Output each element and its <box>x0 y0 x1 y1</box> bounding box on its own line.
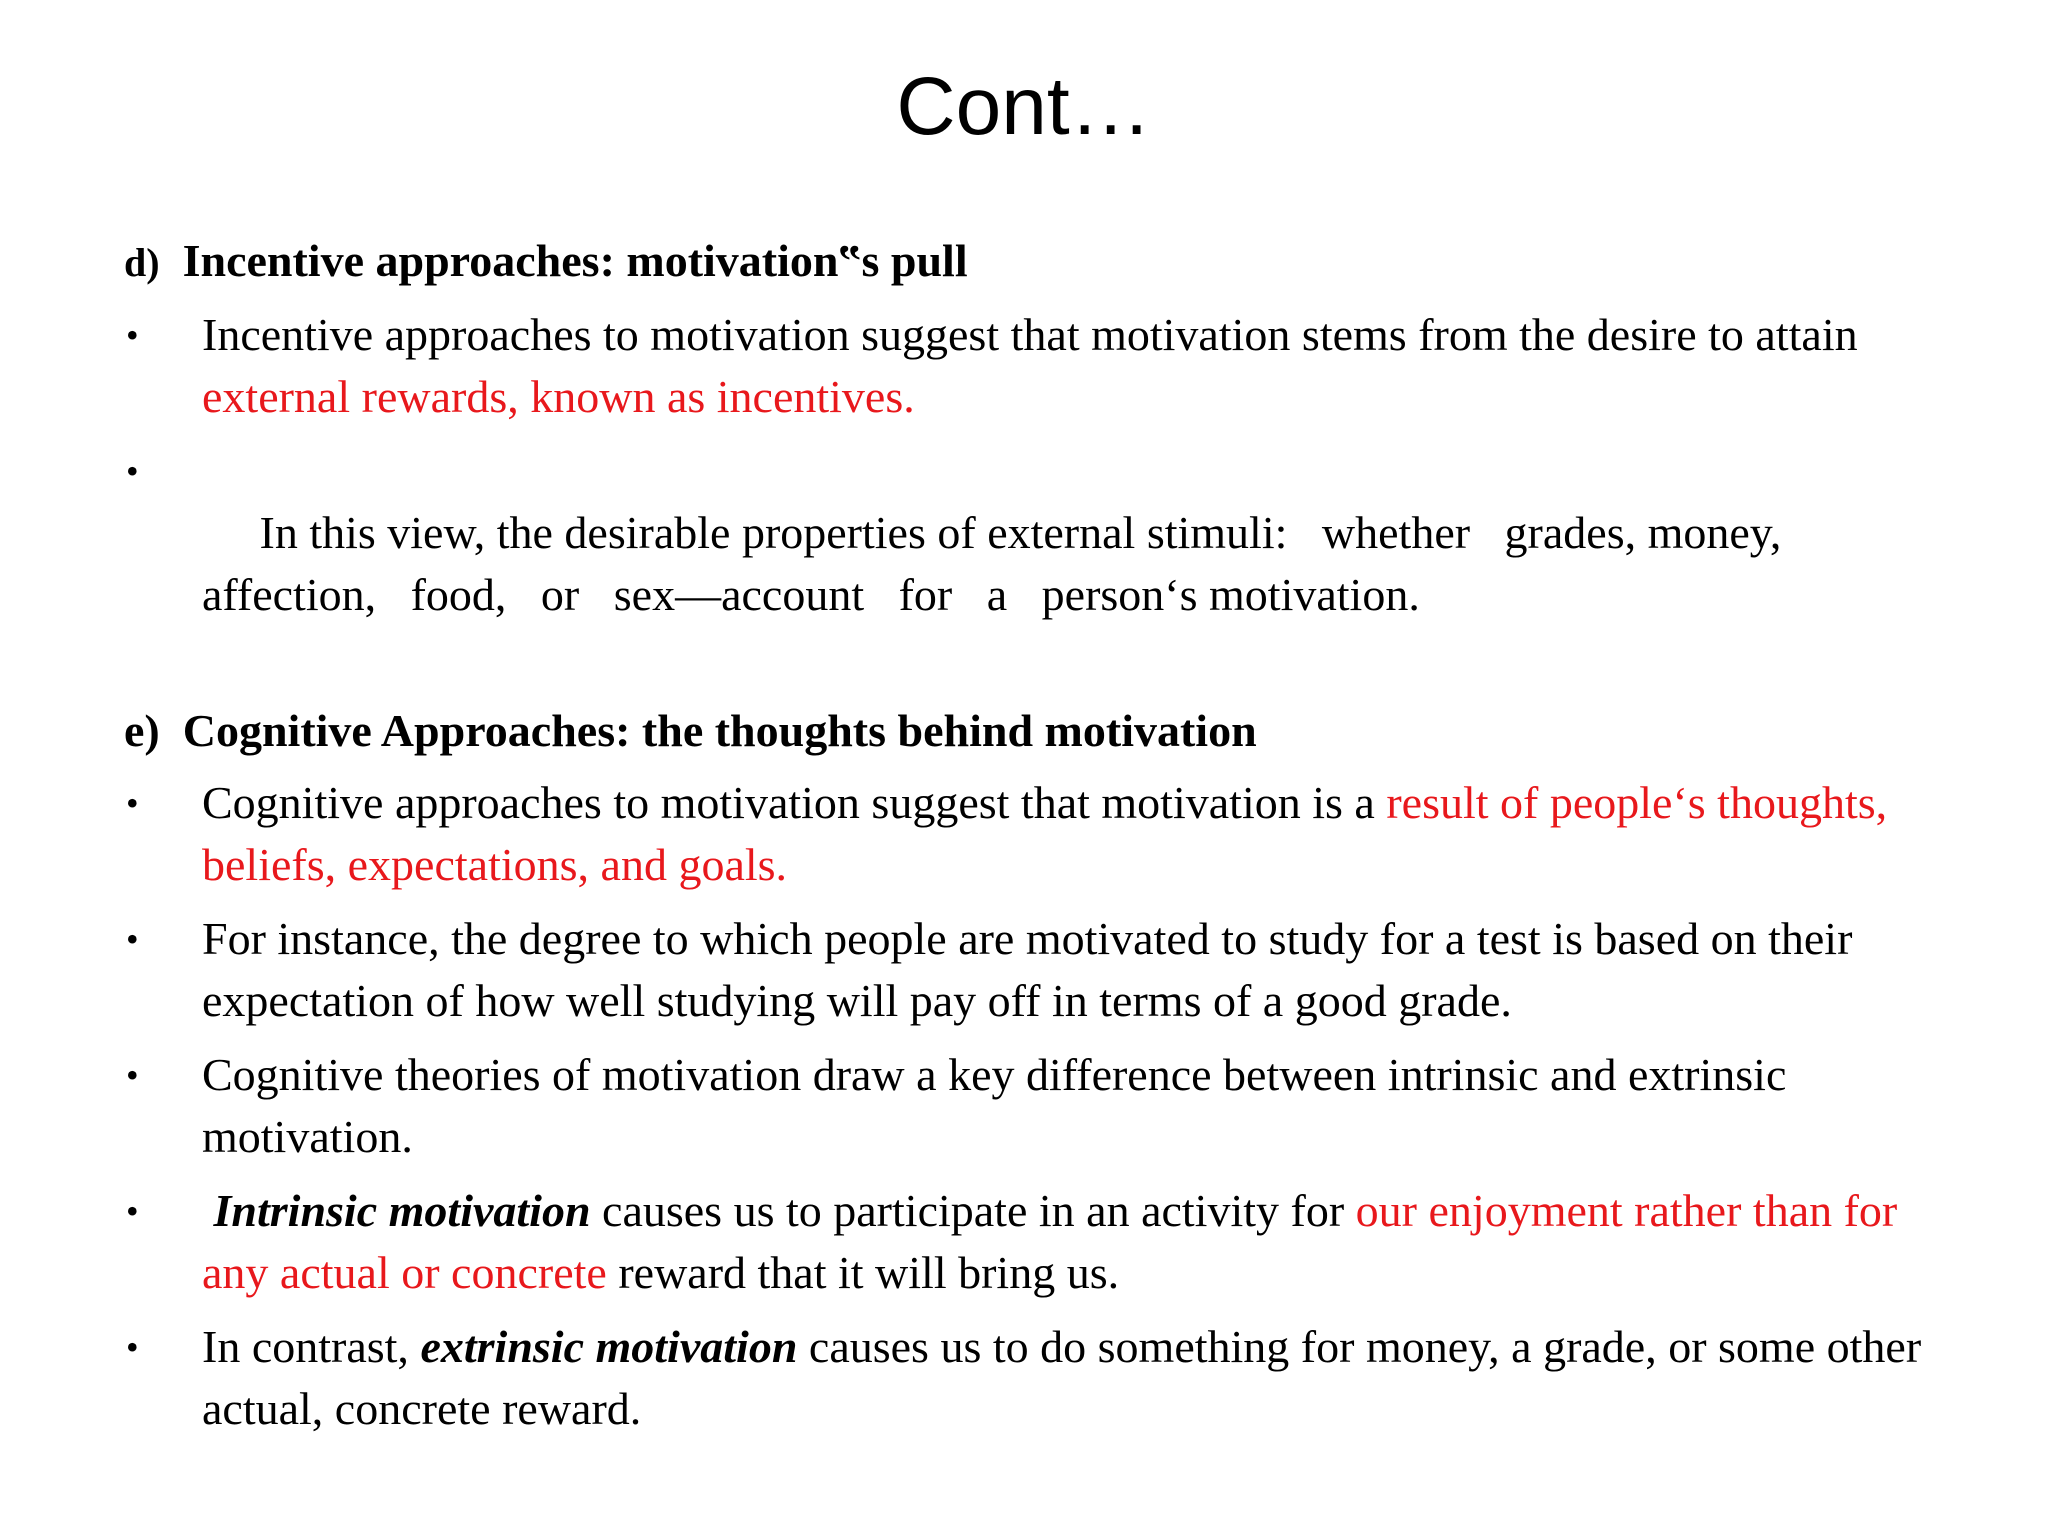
slide-content <box>124 230 1964 1452</box>
bullet-text: causes us to participate in an activity for <box>590 1185 1356 1236</box>
bullet-e-5 <box>124 1316 1964 1440</box>
bullet-icon: • <box>126 1191 139 1231</box>
bullet-e-4 <box>124 1180 1964 1304</box>
bullet-e-2 <box>124 908 1964 1032</box>
bullet-text: Cognitive theories of motivation draw a key difference between intrinsic and extrinsic motivation. <box>202 1049 1787 1162</box>
emphasis-term: extrinsic motivation <box>420 1321 798 1372</box>
bullet-text: Incentive approaches to motivation suggest that motivation stems from the desire to attain <box>202 309 1858 360</box>
bullet-e-1 <box>124 772 1964 896</box>
highlight-text: external rewards, known as incentives. <box>202 371 915 422</box>
bullet-d-1 <box>124 304 1964 428</box>
slide-title: Cont… <box>896 61 1152 152</box>
highlight-text: our enjoyment rather than for any actual or concrete <box>202 1185 1898 1298</box>
bullet-icon: • <box>126 1055 139 1095</box>
section-e-letter: e) <box>124 705 160 756</box>
bullet-icon: • <box>126 451 139 491</box>
bullet-icon: • <box>126 919 139 959</box>
section-d-letter: d) <box>124 240 160 285</box>
bullet-text: For instance, the degree to which people are motivated to study for a test is based on their expectation of how well studying will pay off in terms of a good grade. <box>202 913 1853 1026</box>
section-d-heading-text: Incentive approaches: motivation‟s pull <box>182 235 968 286</box>
bullet-text-end: causes us to do something for money, a grade, or some other actual, concrete reward. <box>202 1321 1922 1434</box>
bullet-text: In this view, the desirable properties of external stimuli: whether grades, money, affection, food, or sex—account for a person‘s motivation. <box>202 507 1816 620</box>
bullet-e-3 <box>124 1044 1964 1168</box>
bullet-text-end: reward that it will bring us. <box>606 1247 1120 1298</box>
bullet-icon: • <box>126 315 139 355</box>
section-d-heading <box>124 230 1964 294</box>
bullet-icon: • <box>126 1327 139 1367</box>
bullet-icon: • <box>126 783 139 823</box>
emphasis-term: Intrinsic motivation <box>213 1185 591 1236</box>
section-e-heading-text: Cognitive Approaches: the thoughts behind motivation <box>182 705 1257 756</box>
bullet-text: Cognitive approaches to motivation suggest that motivation is a <box>202 777 1387 828</box>
bullet-text: In contrast, <box>202 1321 421 1372</box>
highlight-text: result of people‘s thoughts, beliefs, expectations, and goals. <box>202 777 1888 890</box>
section-e-heading <box>124 700 1964 762</box>
bullet-d-2 <box>124 440 1964 688</box>
